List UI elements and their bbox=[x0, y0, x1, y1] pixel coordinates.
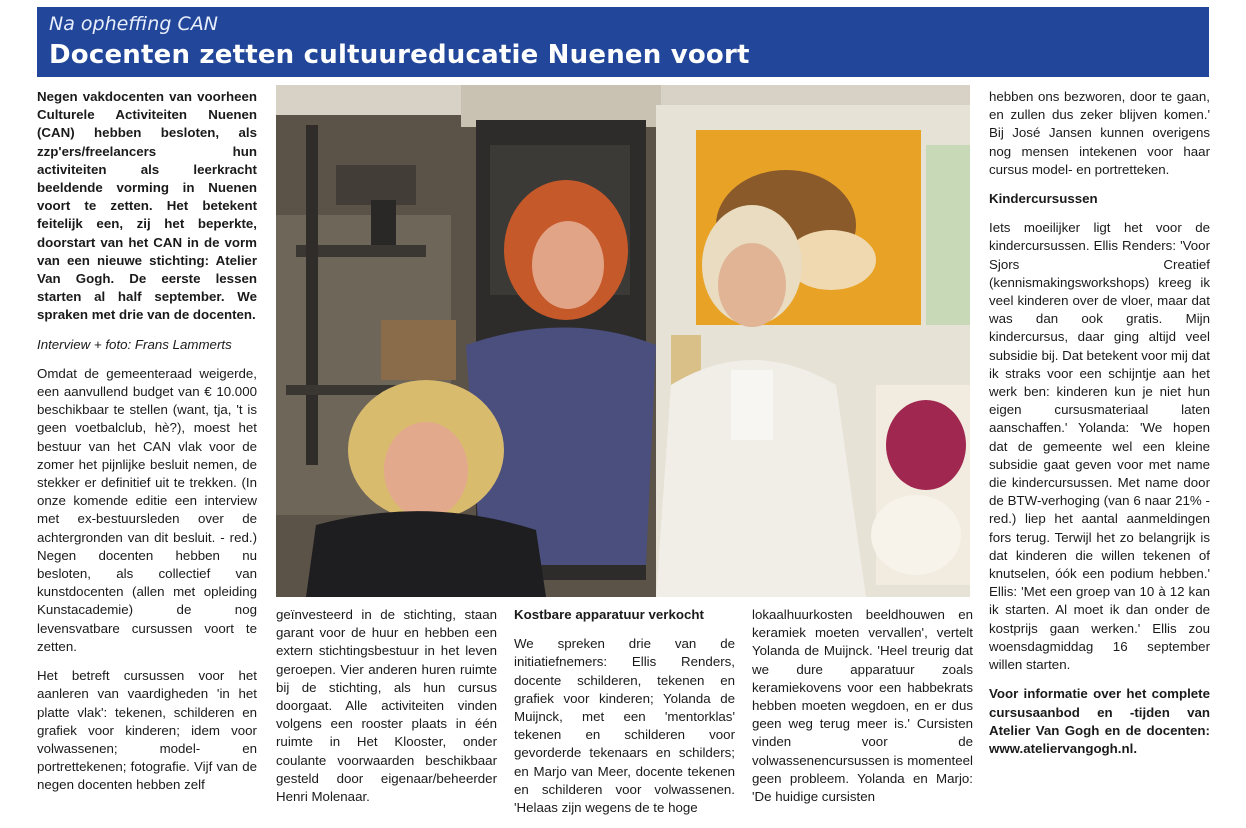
photo-illustration bbox=[276, 85, 970, 597]
paragraph: Het betreft cursussen voor het aanleren van vaardigheden 'in het platte vlak': tekenen, schilderen en grafiek voor kinderen; idem voor volwassenen; model- en portrettekenen; fotografie. Vijf van de negen docenten hebben zelf bbox=[37, 668, 257, 793]
paragraph: Iets moeilijker ligt het voor de kindercursussen. Ellis Renders: 'Voor Sjors Creatief (kennismakingsworkshops) kreeg ik veel kinderen over de vloer, maar dat was dan ook gratis. Mijn kindercursus, daar ging altijd veel subsidie bij. Dat betekent voor mij dat ik straks voor een schijntje aan het werk ben: kinderen kun je niet hun eigen cursusmateriaal laten aanschaffen.' Yolanda: 'We hopen dat de gemeente wel een kleine subsidie gaat geven voor met name die kindercursussen. Met name door de BTW-verhoging (van 6 naar 21% - red.) liep het aantal aanmeldingen fors terug. Terwijl het zo belangrijk is dat kinderen die willen tekenen of knutselen, óók een podium hebben.' Ellis: 'Met een groep van 10 à 12 kan ik starten. Al moet ik dan onder de kostprijs gaan werken.' Ellis zou woensdagmiddag 16 september willen starten. bbox=[989, 220, 1210, 673]
article-photo bbox=[276, 85, 970, 597]
column-3 bbox=[514, 606, 735, 828]
article-title: Docenten zetten cultuureducatie Nuenen voort bbox=[49, 40, 750, 70]
subheading: Kindercursussen bbox=[989, 191, 1098, 207]
subheading: Kostbare apparatuur verkocht bbox=[514, 607, 704, 622]
column-5 bbox=[989, 88, 1210, 769]
column-2 bbox=[276, 606, 497, 817]
paragraph: hebben ons bezworen, door te gaan, en zullen dus zeker blijven komen.' Bij José Jansen kunnen overigens nog mensen intekenen voor haar cursus model- en portretteken. bbox=[989, 89, 1210, 177]
column-1 bbox=[37, 88, 257, 806]
paragraph: Omdat de gemeenteraad weigerde, een aanvullend budget van € 10.000 beschikbaar te stellen (want, tja, 't is geen voetbalclub, hè?), moest het bestuur van het CAN vlak voor de zomer het pijnlijke besluit nemen, de stekker er definitief uit te trekken. (In onze komende editie een interview met ex-bestuursleden over de achtergronden van dit besluit. - red.) Negen docenten hebben nu besloten, als collectief van kunstdocenten (allen met opleiding Kunstacademie) de nog levensvatbare cursussen voort te zetten. bbox=[37, 365, 257, 654]
kicker: Na opheffing CAN bbox=[49, 13, 218, 35]
paragraph: We spreken drie van de initiatiefnemers: Ellis Renders, docente schilderen, tekenen en grafiek voor kinderen; Yolanda de Muijnck, met een 'mentorklas' tekenen en schilderen voor gevorderde tekenaars en schilders; en Marjo van Meer, docente tekenen en schilderen voor volwassenen. 'Helaas zijn wegens de te hoge bbox=[514, 636, 735, 816]
column-4 bbox=[752, 606, 973, 817]
paragraph: geïnvesteerd in de stichting, staan garant voor de huur en hebben een extern stichtingsbestuur in het leven geroepen. Vier anderen huren ruimte bij de stichting, als hun cursus doorgaat. Alle activiteiten vinden volgens een rooster plaats in één ruimte in Het Klooster, onder coulante voorwaarden beschikbaar gesteld door eigenaar/beheerder Henri Molenaar. bbox=[276, 607, 497, 805]
headline-banner bbox=[37, 7, 1209, 77]
lead-paragraph: Negen vakdocenten van voorheen Culturele Activiteiten Nuenen (CAN) hebben besloten, als zzp'ers/freelancers hun activiteiten als leerkracht beeldende vorming in Nuenen voort te zetten. Het betekent feitelijk een, zij het beperkte, doorstart van het CAN in de vorm van een nieuwe stichting: Atelier Van Gogh. De eerste lessen starten al half september. We spraken met drie van de docenten. bbox=[37, 89, 257, 323]
contact-info: Voor informatie over het complete cursusaanbod en -tijden van Atelier Van Gogh en de docenten: www.ateliervangogh.nl. bbox=[989, 686, 1210, 756]
paragraph: lokaalhuurkosten beeldhouwen en keramiek moeten vervallen', vertelt Yolanda de Muijnck. 'Heel treurig dat we dure apparatuur zoals keramiekovens voor een habbekrats hebben moeten wegdoen, en er dus geen weg terug meer is.' Cursisten vinden voor de volwassenencursussen is momenteel geen probleem. Yolanda en Marjo: 'De huidige cursisten bbox=[752, 607, 973, 805]
byline: Interview + foto: Frans Lammerts bbox=[37, 336, 232, 352]
